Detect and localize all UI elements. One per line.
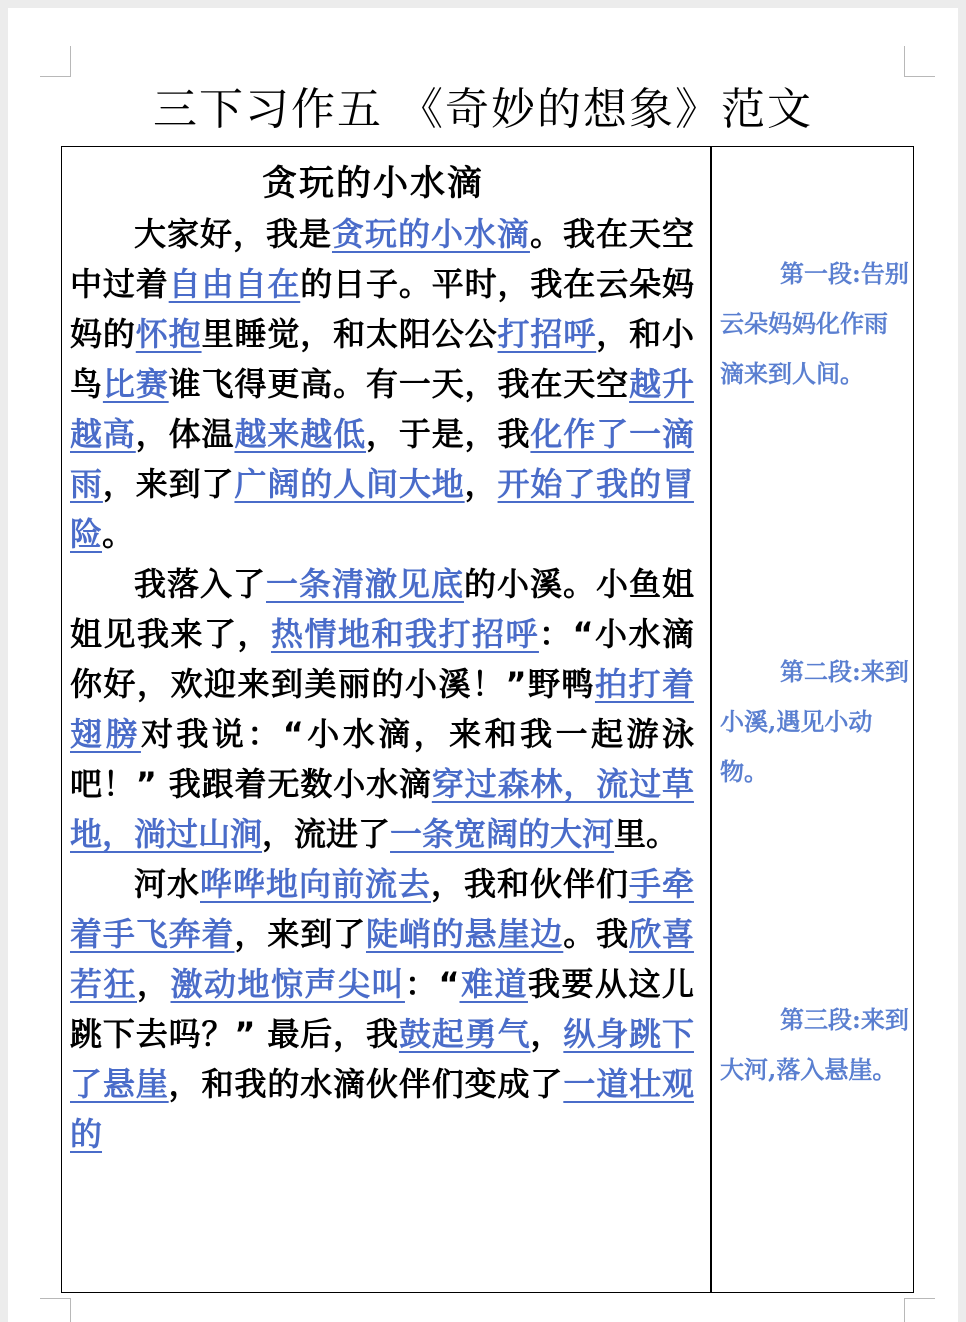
highlighted-phrase: 一条清澈见底 [266, 565, 464, 603]
text-segment: ：“小水滴你好，欢迎来到美丽的小溪！”野鸭 [70, 615, 694, 703]
highlighted-phrase: 越升越高 [70, 365, 694, 453]
highlighted-phrase: 比赛 [102, 365, 169, 403]
essay-paragraph-3 [70, 859, 694, 1159]
highlighted-phrase: 激动地惊声尖叫 [170, 965, 405, 1003]
margin-corner-top-left [40, 46, 71, 77]
text-segment: 我落入了 [134, 565, 266, 603]
essay-paragraph-1 [70, 209, 694, 559]
text-segment: 。我 [563, 915, 630, 953]
highlighted-phrase: 怀抱 [135, 315, 202, 353]
text-segment: 我要从这儿跳下去吗？” 最后，我 [70, 965, 694, 1053]
paragraph-note-2: 第二段:来到小溪,遇见小动物。 [720, 657, 909, 786]
paragraph-note-1: 第一段:告别云朵妈妈化作雨滴来到人间。 [720, 259, 909, 388]
text-segment: ，来到了 [102, 465, 235, 503]
column-divider [710, 147, 712, 1292]
highlighted-phrase: 自由自在 [168, 265, 301, 303]
text-segment: 里。 [614, 815, 679, 853]
text-segment: ：“ [404, 965, 460, 1003]
highlighted-phrase: 鼓起勇气 [398, 1015, 531, 1053]
page-title: 三下习作五 《奇妙的想象》范文 [153, 84, 813, 135]
text-segment: ，体温 [135, 415, 235, 453]
text-segment: ，来到了 [234, 915, 366, 953]
text-segment: ，我和伙伴们 [430, 865, 629, 903]
text-segment: 对我说：“小水滴，来和我一起游泳吧！” 我跟着无数小水滴 [70, 715, 694, 803]
text-segment: 谁飞得更高。有一天，我在天空 [168, 365, 630, 403]
text-segment: 里睡觉，和太阳公公 [201, 315, 498, 353]
text-segment: ，和小鸟 [70, 315, 694, 403]
essay-paragraph-2 [70, 559, 694, 859]
text-segment: 的小溪。小鱼姐姐见我来了， [70, 565, 694, 653]
essay-table [61, 146, 914, 1293]
margin-corner-bottom-left [40, 1298, 71, 1322]
text-segment: 的日子。平时，我在云朵妈妈的 [70, 265, 694, 353]
highlighted-phrase: 化作了一滴雨 [70, 415, 694, 503]
text-segment: ，流进了 [262, 815, 391, 853]
highlighted-phrase: 拍打着翅膀 [70, 665, 694, 753]
text-segment: ，于是，我 [365, 415, 531, 453]
text-segment: ， [530, 1015, 564, 1053]
highlighted-phrase: 一道壮观的 [70, 1065, 694, 1153]
highlighted-phrase: 热情地和我打招呼 [270, 615, 539, 653]
highlighted-phrase: 开始了我的冒险 [70, 465, 694, 553]
text-segment: ，和我的水滴伙伴们变成了 [168, 1065, 564, 1103]
essay-column [70, 159, 694, 1159]
text-segment: ， [137, 965, 171, 1003]
text-segment: ， [464, 465, 498, 503]
highlighted-phrase: 哗哗地向前流去 [200, 865, 431, 903]
highlighted-phrase: 一条宽阔的大河 [390, 815, 615, 853]
text-segment: 大家好，我是 [134, 215, 332, 253]
highlighted-phrase: 打招呼 [497, 315, 597, 353]
highlighted-phrase: 手牵着手飞奔着 [70, 865, 694, 953]
essay-title: 贪玩的小水滴 [261, 164, 484, 204]
document-page [8, 8, 958, 1322]
text-segment: 河水 [134, 865, 200, 903]
highlighted-phrase: 穿过森林，流过草地，淌过山涧 [70, 765, 694, 853]
highlighted-phrase: 广阔的人间大地 [234, 465, 465, 503]
text-segment: 。我在天空中过着 [70, 215, 694, 303]
text-segment: 。 [102, 515, 135, 553]
highlighted-phrase: 难道 [459, 965, 528, 1003]
highlighted-phrase: 陡峭的悬崖边 [365, 915, 564, 953]
highlighted-phrase: 欣喜若狂 [70, 915, 694, 1003]
margin-corner-top-right [904, 46, 935, 77]
highlighted-phrase: 越来越低 [234, 415, 366, 453]
paragraph-note-3: 第三段:来到大河,落入悬崖。 [720, 1005, 909, 1084]
highlighted-phrase: 贪玩的小水滴 [331, 215, 530, 253]
margin-corner-bottom-right [904, 1298, 935, 1322]
highlighted-phrase: 纵身跳下了悬崖 [70, 1015, 694, 1103]
